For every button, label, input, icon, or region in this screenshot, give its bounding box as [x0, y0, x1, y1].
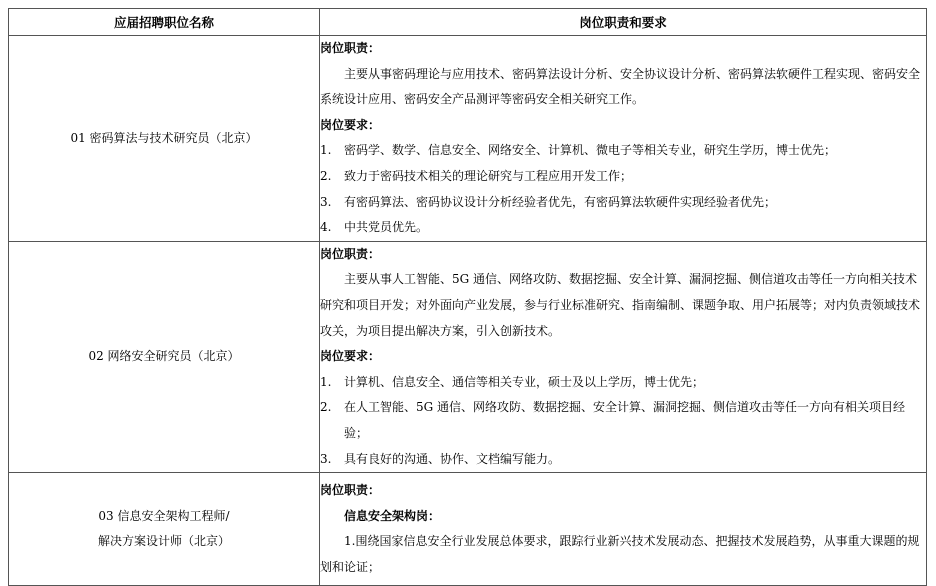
- position-name: 02 网络安全研究员（北京）: [88, 349, 240, 364]
- table-row: [9, 241, 927, 472]
- table-header-row: [9, 9, 927, 36]
- duties-heading: 岗位职责：: [320, 246, 381, 261]
- list-item: [320, 164, 926, 190]
- requirements-heading: 岗位要求：: [320, 349, 381, 364]
- list-item-number: 2.: [320, 400, 332, 415]
- duties-text: 1.围绕国家信息安全行业发展总体要求，跟踪行业新兴技术发展动态、把握技术发展趋势，从事重大课题的规划和论证；: [320, 534, 920, 574]
- position-name: 01 密码算法与技术研究员（北京）: [70, 130, 258, 145]
- table-row: [9, 473, 927, 586]
- position-name-cell: [9, 241, 320, 472]
- job-table: [8, 8, 927, 586]
- list-item-text: 中共党员优先。: [344, 220, 429, 235]
- position-name-line-1: 03 信息安全架构工程师/: [98, 509, 230, 524]
- list-item-text: 有密码算法、密码协议设计分析经验者优先，有密码算法软硬件实现经验者优先；: [344, 194, 777, 209]
- duties-heading: 岗位职责：: [320, 482, 381, 497]
- duties-cell: [320, 241, 927, 472]
- duties-cell: [320, 473, 927, 586]
- duties-heading: 岗位职责：: [320, 41, 381, 55]
- duties-text: 主要从事人工智能、5G 通信、网络攻防、数据挖掘、安全计算、漏洞挖掘、侧信道攻击等任一方向相关技术研究和项目开发；对外面向产业发展，参与行业标准研究、指南编制、课题争取、用户拓展等；对内负责领域技术攻关，为项目提出解决方案，引入创新技术。: [320, 272, 921, 338]
- duties-text: 主要从事密码理论与应用技术、密码算法设计分析、安全协议设计分析、密码算法软硬件工程实现、密码安全系统设计应用、密码安全产品测评等密码安全相关研究工作。: [320, 66, 921, 107]
- list-item-text: 致力于密码技术相关的理论研究与工程应用开发工作；: [344, 168, 633, 183]
- list-item-text: 密码学、数学、信息安全、网络安全、计算机、微电子等相关专业，研究生学历，博士优先；: [344, 143, 837, 158]
- position-name-line-2: 解决方案设计师（北京）: [97, 534, 230, 549]
- duties-cell: [320, 36, 927, 242]
- list-item-number: 3.: [320, 451, 332, 466]
- position-name-cell: [9, 473, 320, 586]
- sub-heading: 信息安全架构岗：: [344, 508, 441, 523]
- table-row: [9, 36, 927, 242]
- requirements-heading: 岗位要求：: [320, 117, 381, 132]
- list-item: [320, 190, 926, 216]
- list-item-text: 在人工智能、5G 通信、网络攻防、数据挖掘、安全计算、漏洞挖掘、侧信道攻击等任一方向有相关项目经验；: [344, 400, 906, 440]
- list-item-number: 3.: [320, 194, 332, 209]
- list-item-number: 1.: [320, 143, 332, 158]
- list-item-number: 2.: [320, 168, 332, 183]
- list-item: [320, 215, 926, 241]
- list-item: [320, 395, 926, 446]
- list-item: [320, 138, 926, 164]
- list-item-text: 计算机、信息安全、通信等相关专业，硕士及以上学历，博士优先；: [344, 374, 705, 389]
- list-item: [320, 447, 926, 473]
- list-item-number: 1.: [320, 374, 332, 389]
- column-header-duties: 岗位职责和要求: [320, 9, 927, 36]
- list-item: [320, 370, 926, 396]
- list-item-number: 4.: [320, 220, 332, 235]
- column-header-position: 应届招聘职位名称: [9, 9, 320, 36]
- list-item-text: 具有良好的沟通、协作、文档编写能力。: [344, 451, 561, 466]
- position-name-cell: [9, 36, 320, 242]
